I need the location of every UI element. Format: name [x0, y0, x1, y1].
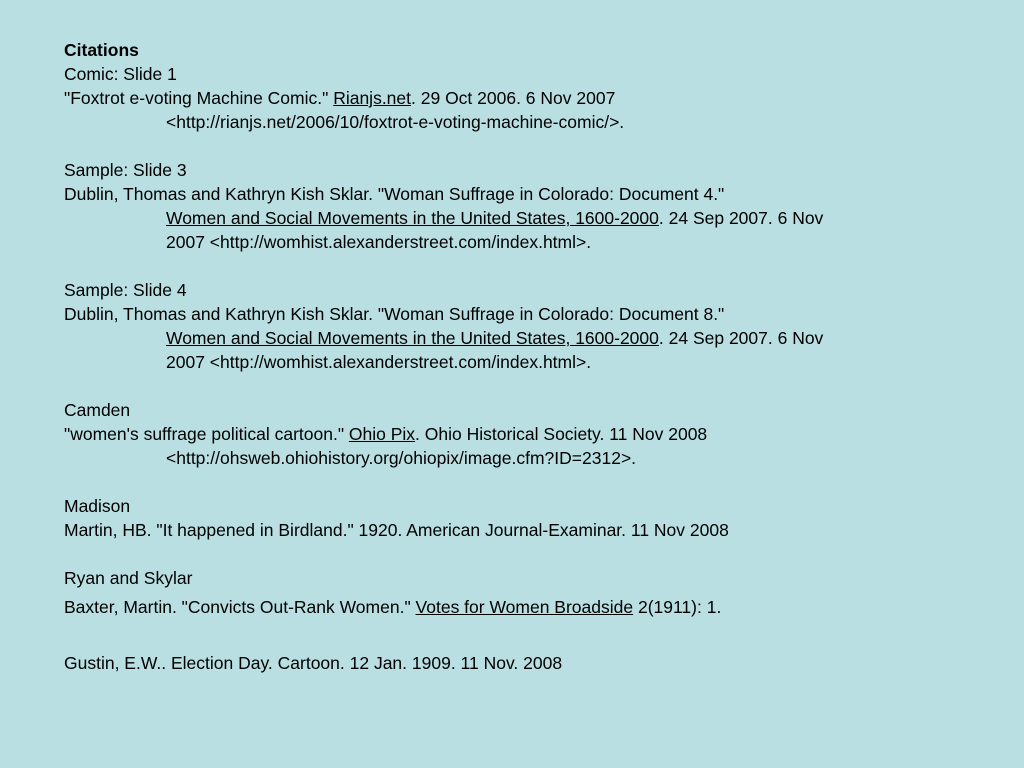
source-link-votes-for-women[interactable]: Votes for Women Broadside	[415, 597, 634, 617]
citation-heading-madison: Madison	[64, 496, 131, 516]
citation-ryan-skylar-line-2: Gustin, E.W.. Election Day. Cartoon. 12 Jan. 1909. 11 Nov. 2008	[64, 653, 563, 673]
spacer	[64, 470, 964, 494]
citation-text: Baxter, Martin. "Convicts Out-Rank Women."	[64, 597, 416, 617]
citation-heading-sample-4: Sample: Slide 4	[64, 280, 187, 300]
citation-madison-line-1: Martin, HB. "It happened in Birdland." 1920. American Journal-Examinar. 11 Nov 2008	[64, 520, 729, 540]
source-link-womhist[interactable]: Women and Social Movements in the United States, 1600-2000	[166, 328, 659, 348]
citation-heading-sample-3: Sample: Slide 3	[64, 160, 187, 180]
citation-heading-comic: Comic: Slide 1	[64, 64, 177, 84]
citation-comic-line-2: <http://rianjs.net/2006/10/foxtrot-e-voting-machine-comic/>.	[166, 112, 625, 132]
citations-slide	[64, 38, 964, 675]
source-link-rianjs[interactable]: Rianjs.net	[333, 88, 412, 108]
citation-sample-3-line-1: Dublin, Thomas and Kathryn Kish Sklar. "Woman Suffrage in Colorado: Document 4."	[64, 184, 725, 204]
spacer	[64, 134, 964, 158]
citation-text: "Foxtrot e-voting Machine Comic."	[64, 88, 334, 108]
citation-heading-camden: Camden	[64, 400, 131, 420]
citation-sample-4-line-2	[64, 326, 964, 350]
citation-heading-ryan-skylar: Ryan and Skylar	[64, 568, 193, 588]
citation-comic-line-1	[64, 86, 964, 110]
citation-text: 2(1911): 1.	[633, 597, 722, 617]
citation-camden-line-2: <http://ohsweb.ohiohistory.org/ohiopix/image.cfm?ID=2312>.	[166, 448, 637, 468]
spacer	[64, 374, 964, 398]
citation-sample-3-line-3: 2007 <http://womhist.alexanderstreet.com/index.html>.	[166, 232, 592, 252]
spacer	[64, 542, 964, 566]
source-link-womhist[interactable]: Women and Social Movements in the United States, 1600-2000	[166, 208, 659, 228]
citation-text: . Ohio Historical Society. 11 Nov 2008	[415, 424, 708, 444]
citation-text: . 24 Sep 2007. 6 Nov	[658, 328, 824, 348]
source-link-ohio-pix[interactable]: Ohio Pix	[348, 424, 416, 444]
page-title: Citations	[64, 40, 139, 60]
spacer	[64, 619, 964, 651]
citation-text: "women's suffrage political cartoon."	[64, 424, 349, 444]
citation-sample-3-line-2	[64, 206, 964, 230]
citation-camden-line-1	[64, 422, 964, 446]
citation-sample-4-line-3: 2007 <http://womhist.alexanderstreet.com/index.html>.	[166, 352, 592, 372]
citation-ryan-skylar-line-1	[64, 595, 964, 619]
citation-sample-4-line-1: Dublin, Thomas and Kathryn Kish Sklar. "Woman Suffrage in Colorado: Document 8."	[64, 304, 725, 324]
citation-text: . 24 Sep 2007. 6 Nov	[658, 208, 824, 228]
spacer	[64, 254, 964, 278]
citation-text: . 29 Oct 2006. 6 Nov 2007	[411, 88, 616, 108]
